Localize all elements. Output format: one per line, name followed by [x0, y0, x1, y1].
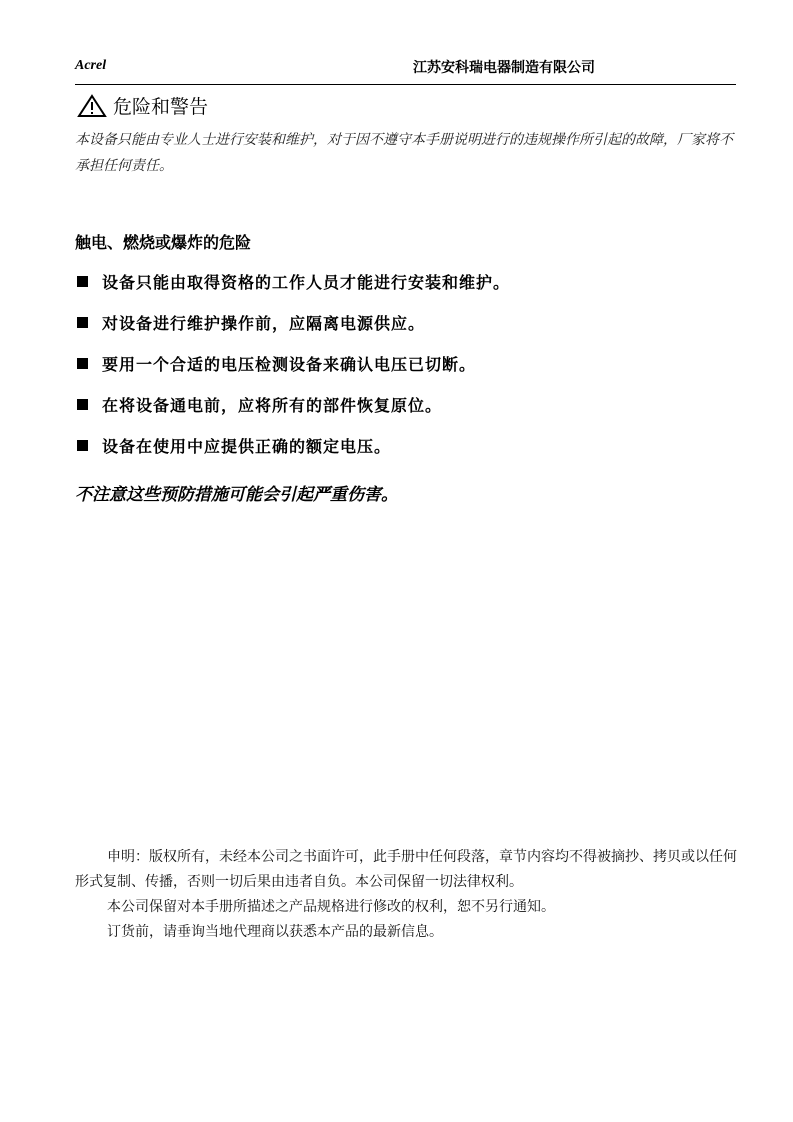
brand-name: Acrel: [75, 58, 107, 73]
hazard-item-text: 在将设备通电前，应将所有的部件恢复原位。: [102, 396, 443, 415]
hazard-item-text: 对设备进行维护操作前，应隔离电源供应。: [102, 314, 426, 333]
hazard-item: [77, 393, 510, 434]
hazard-list: [77, 270, 510, 475]
bullet-square-icon: [77, 358, 88, 369]
bullet-square-icon: [77, 440, 88, 451]
warning-triangle-icon: [77, 94, 107, 118]
hazard-item: [77, 352, 510, 393]
bullet-square-icon: [77, 399, 88, 410]
legal-notice: [75, 845, 740, 945]
company-name: 江苏安科瑞电器制造有限公司: [413, 60, 595, 76]
header-divider: [75, 84, 736, 85]
hazard-item: [77, 270, 510, 311]
hazard-title: 触电、燃烧或爆炸的危险: [75, 233, 252, 252]
legal-paragraph-rights: 本公司保留对本手册所描述之产品规格进行修改的权利，恕不另行通知。: [107, 899, 555, 915]
hazard-item-text: 设备只能由取得资格的工作人员才能进行安装和维护。: [102, 273, 511, 292]
bullet-square-icon: [77, 317, 88, 328]
warning-title: 危险和警告: [113, 96, 209, 118]
hazard-item-text: 设备在使用中应提供正确的额定电压。: [102, 437, 392, 456]
hazard-item-text: 要用一个合适的电压检测设备来确认电压已切断。: [102, 355, 477, 374]
warning-heading: [77, 92, 208, 119]
hazard-item: [77, 311, 510, 352]
hazard-item: [77, 434, 510, 475]
legal-paragraph-ordering: 订货前，请垂询当地代理商以获悉本产品的最新信息。: [107, 924, 443, 940]
warning-intro: 本设备只能由专业人士进行安装和维护，对于因不遵守本手册说明进行的违规操作所引起的故障，厂家将不承担任何责任。: [75, 132, 733, 174]
final-warning: 不注意这些预防措施可能会引起严重伤害。: [75, 485, 398, 505]
legal-paragraph-copyright: 申明：版权所有，未经本公司之书面许可，此手册中任何段落，章节内容均不得被摘抄、拷贝或以任何形式复制、传播，否则一切后果由违者自负。本公司保留一切法律权利。: [75, 849, 737, 890]
bullet-square-icon: [77, 276, 88, 287]
